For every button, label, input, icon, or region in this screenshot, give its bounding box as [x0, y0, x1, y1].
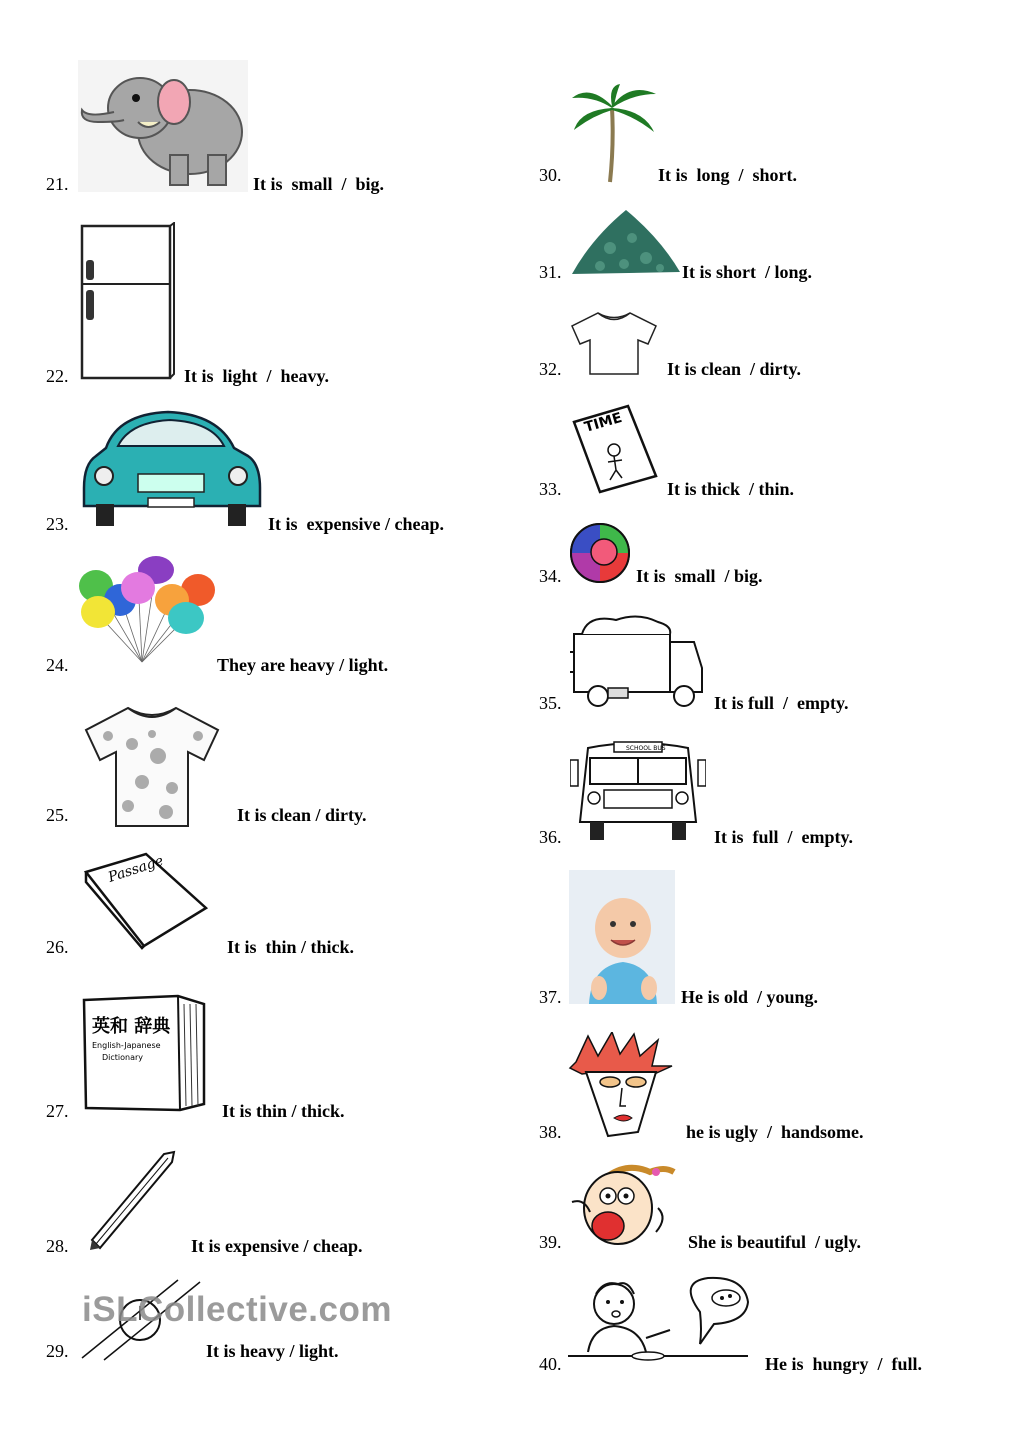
school-bus-picture [570, 738, 706, 842]
magazine-picture [570, 404, 660, 494]
item-number: 39. [539, 1232, 562, 1252]
balloons-picture [76, 556, 220, 668]
screaming-girl-picture [568, 1162, 678, 1252]
clean-shirt-picture [570, 310, 658, 376]
palm-tree-picture [570, 84, 658, 184]
item-sentence: It is expensive / cheap. [191, 1236, 363, 1256]
item-sentence: It is long / short. [658, 165, 798, 185]
item-sentence: It is thin / thick. [222, 1101, 345, 1121]
pencil-picture [88, 1148, 176, 1252]
item-sentence: It is thin / thick. [227, 937, 355, 957]
item-sentence: It is short / long. [682, 262, 813, 282]
bush-picture [570, 208, 682, 280]
item-number: 27. [46, 1101, 69, 1121]
item-sentence: It is small / big. [636, 566, 763, 586]
item-number: 35. [539, 693, 562, 713]
ugly-face-picture [568, 1032, 674, 1138]
item-number: 30. [539, 165, 562, 185]
item-sentence: She is beautiful / ugly. [688, 1232, 862, 1252]
item-sentence: he is ugly / handsome. [686, 1122, 864, 1142]
svg-text:Dictionary: Dictionary [102, 1053, 144, 1062]
baby-photo [569, 870, 675, 1004]
truck-picture [568, 612, 706, 712]
item-number: 37. [539, 987, 562, 1007]
item-number: 29. [46, 1341, 69, 1361]
item-sentence: It is small / big. [253, 174, 385, 194]
item-number: 24. [46, 655, 69, 675]
item-number: 25. [46, 805, 69, 825]
elephant-picture [78, 60, 248, 192]
item-sentence: It is full / empty. [714, 693, 849, 713]
svg-text:英和 辞典: 英和 辞典 [92, 1016, 171, 1037]
item-sentence: He is hungry / full. [765, 1354, 923, 1374]
item-number: 34. [539, 566, 562, 586]
refrigerator-picture [80, 222, 176, 380]
item-number: 21. [46, 174, 69, 194]
item-number: 28. [46, 1236, 69, 1256]
item-sentence: It is thick / thin. [667, 479, 795, 499]
svg-text:English-Japanese: English-Japanese [92, 1041, 161, 1050]
thin-book-picture [80, 852, 210, 950]
item-number: 33. [539, 479, 562, 499]
watermark-logo: iSLCollective.com [82, 1290, 392, 1329]
item-number: 26. [46, 937, 69, 957]
item-sentence: They are heavy / light. [217, 655, 389, 675]
item-sentence: It is clean / dirty. [237, 805, 367, 825]
svg-text:TIME: TIME [582, 409, 624, 436]
item-number: 23. [46, 514, 69, 534]
svg-text:Passage: Passage [106, 852, 166, 886]
item-number: 38. [539, 1122, 562, 1142]
item-sentence: He is old / young. [681, 987, 819, 1007]
item-number: 22. [46, 366, 69, 386]
item-sentence: It is full / empty. [714, 827, 854, 847]
ball-picture [568, 522, 632, 584]
dictionary-picture [80, 990, 210, 1112]
item-sentence: It is light / heavy. [184, 366, 330, 386]
item-number: 40. [539, 1354, 562, 1374]
item-number: 31. [539, 262, 562, 282]
hungry-boy-picture [568, 1272, 756, 1372]
svg-text:SCHOOL BUS: SCHOOL BUS [626, 745, 666, 752]
item-number: 32. [539, 359, 562, 379]
car-picture [78, 408, 264, 530]
item-sentence: It is clean / dirty. [667, 359, 801, 379]
item-sentence: It is heavy / light. [206, 1341, 339, 1361]
item-number: 36. [539, 827, 562, 847]
item-sentence: It is expensive / cheap. [268, 514, 445, 534]
dirty-shirt-picture [82, 704, 222, 830]
